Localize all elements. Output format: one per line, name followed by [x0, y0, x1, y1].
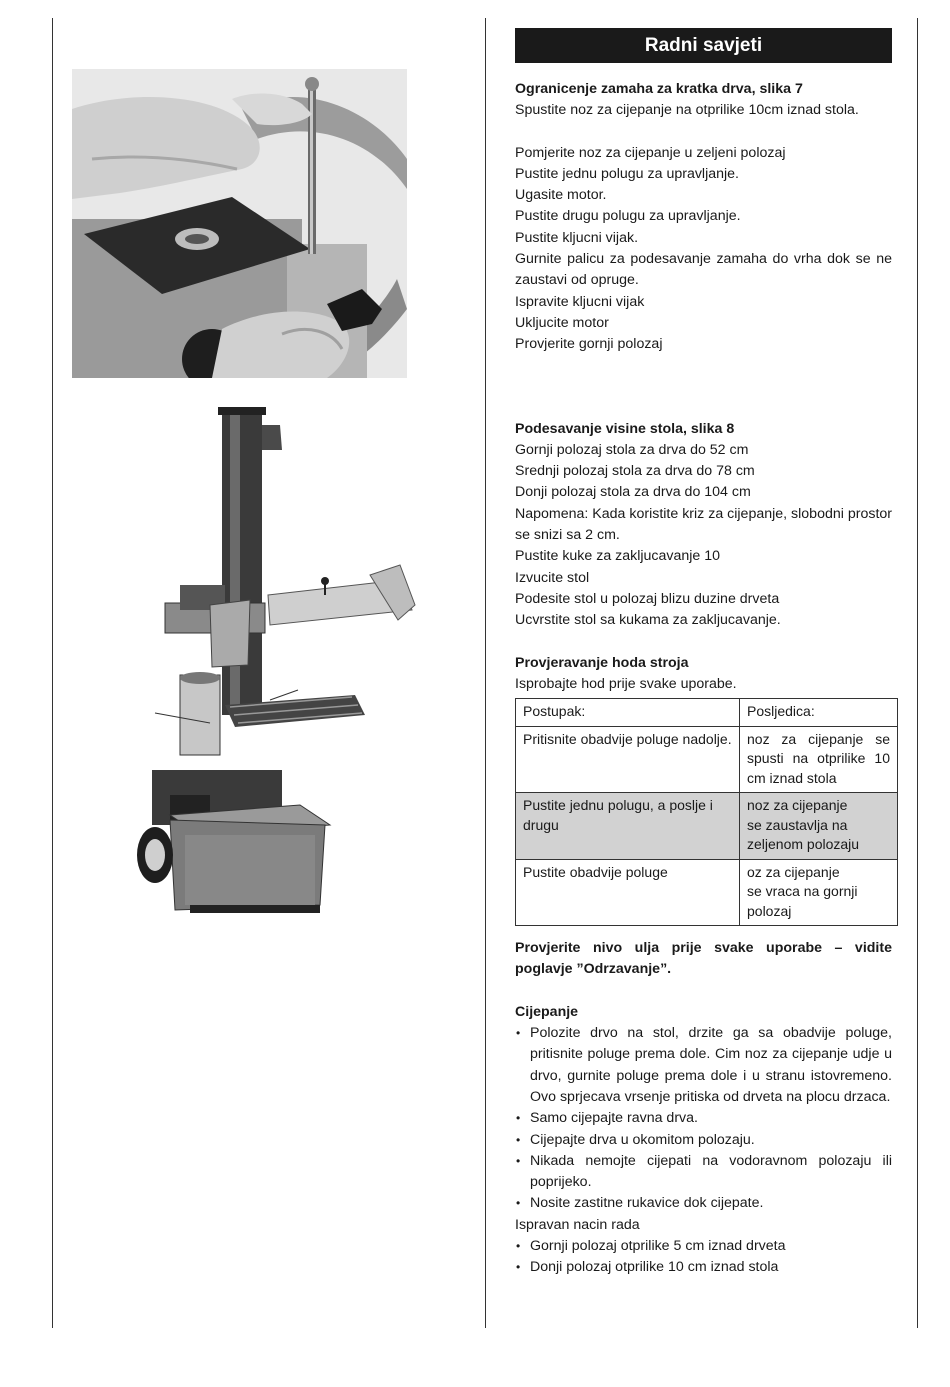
table-cell-action: Pustite obadvije poluge [516, 859, 740, 926]
table-row [516, 859, 898, 926]
column-divider [485, 18, 486, 1328]
table-cell-result: noz za cijepanje se zaustavlja na zeljenom polozaju [740, 793, 898, 860]
table-cell-action: Pustite jednu polugu, a poslje i drugu [516, 793, 740, 860]
table-cell-result: oz za cijepanje se vraca na gornji polozaj [740, 859, 898, 926]
table-header-cell: Posljedica: [740, 699, 898, 727]
swing-limit-step: Pustite kljucni vijak. [515, 229, 639, 246]
section-banner: Radni savjeti [515, 28, 892, 63]
table-header-row [516, 699, 898, 727]
oil-check-note: Provjerite nivo ulja prije svake uporabe – vidite poglavje ”Odrzavanje”. [515, 940, 892, 978]
splitting-bullet-list [515, 1023, 892, 1215]
table-height-line: Gornji polozaj stola za drva do 52 cm [515, 441, 749, 458]
swing-limit-step: Gurnite palicu za podesavanje zamaha do vrha dok se ne zaustavi od opruge. [515, 251, 892, 289]
table-cell-result: noz za cijepanje se spusti na otprilike 10 cm iznad stola [740, 726, 898, 793]
swing-limit-step: Pomjerite noz za cijepanje u zeljeni polozaj [515, 144, 786, 161]
figure-7-photo [72, 69, 407, 378]
swing-limit-step: Pustite drugu polugu za upravljanje. [515, 208, 741, 225]
swing-limit-step: Ugasite motor. [515, 187, 607, 204]
list-item: • Polozite drvo na stol, drzite ga sa obadvije poluge, pritisnite poluge prema dole. Cim noz za cijepanje udje u drvo, gurnite poluge prema dole i u stranu istovremeno. Ovo sprjecava vrsenje pritiska od drveta na plocu drzaca. [515, 1023, 892, 1108]
list-item: • Nosite zastitne rukavice dok cijepate. [515, 1193, 892, 1214]
list-item: • Nikada nemojte cijepati na vodoravnom polozaju ili poprijeko. [515, 1151, 892, 1194]
splitting-heading: Cijepanje [515, 1003, 579, 1020]
table-height-line: Podesite stol u polozaj blizu duzine drveta [515, 590, 780, 607]
swing-limit-intro: Spustite noz za cijepanje na otprilike 10cm iznad stola. [515, 102, 859, 119]
table-height-line: Ucvrstite stol sa kukama za zakljucavanje. [515, 612, 781, 629]
table-height-line: Pustite kuke za zakljucavanje 10 [515, 548, 721, 565]
right-column [515, 28, 892, 1279]
swing-limit-step: Ukljucite motor [515, 314, 609, 331]
table-header-cell: Postupak: [516, 699, 740, 727]
list-item: • Donji polozaj otprilike 10 cm iznad stola [515, 1257, 892, 1278]
stroke-check-heading: Provjeravanje hoda stroja [515, 654, 689, 671]
figure-8-log-splitter [130, 405, 420, 915]
swing-limit-step: Provjerite gornji polozaj [515, 336, 663, 353]
stroke-check-intro: Isprobajte hod prije svake uporabe. [515, 675, 737, 692]
correct-operation-list [515, 1236, 892, 1279]
table-row [516, 726, 898, 793]
table-height-note: Napomena: Kada koristite kriz za cijepanje, slobodni prostor se snizi sa 2 cm. [515, 505, 892, 544]
stroke-check-table [515, 698, 898, 926]
table-row [516, 793, 898, 860]
table-height-line: Srednji polozaj stola za drva do 78 cm [515, 463, 755, 480]
right-margin-line [917, 18, 918, 1328]
list-item: • Gornji polozaj otprilike 5 cm iznad drveta [515, 1236, 892, 1257]
table-height-line: Donji polozaj stola za drva do 104 cm [515, 484, 751, 501]
correct-operation-label: Ispravan nacin rada [515, 1216, 640, 1233]
list-item: • Cijepajte drva u okomitom polozaju. [515, 1130, 892, 1151]
swing-limit-step: Pustite jednu polugu za upravljanje. [515, 165, 740, 182]
table-height-heading: Podesavanje visine stola, slika 8 [515, 420, 735, 437]
table-cell-action: Pritisnite obadvije poluge nadolje. [516, 726, 740, 793]
swing-limit-step: Ispravite kljucni vijak [515, 293, 645, 310]
left-margin-line [52, 18, 53, 1328]
swing-limit-heading: Ogranicenje zamaha za kratka drva, slika 7 [515, 81, 803, 97]
list-item: • Samo cijepajte ravna drva. [515, 1108, 892, 1129]
table-height-line: Izvucite stol [515, 569, 590, 586]
